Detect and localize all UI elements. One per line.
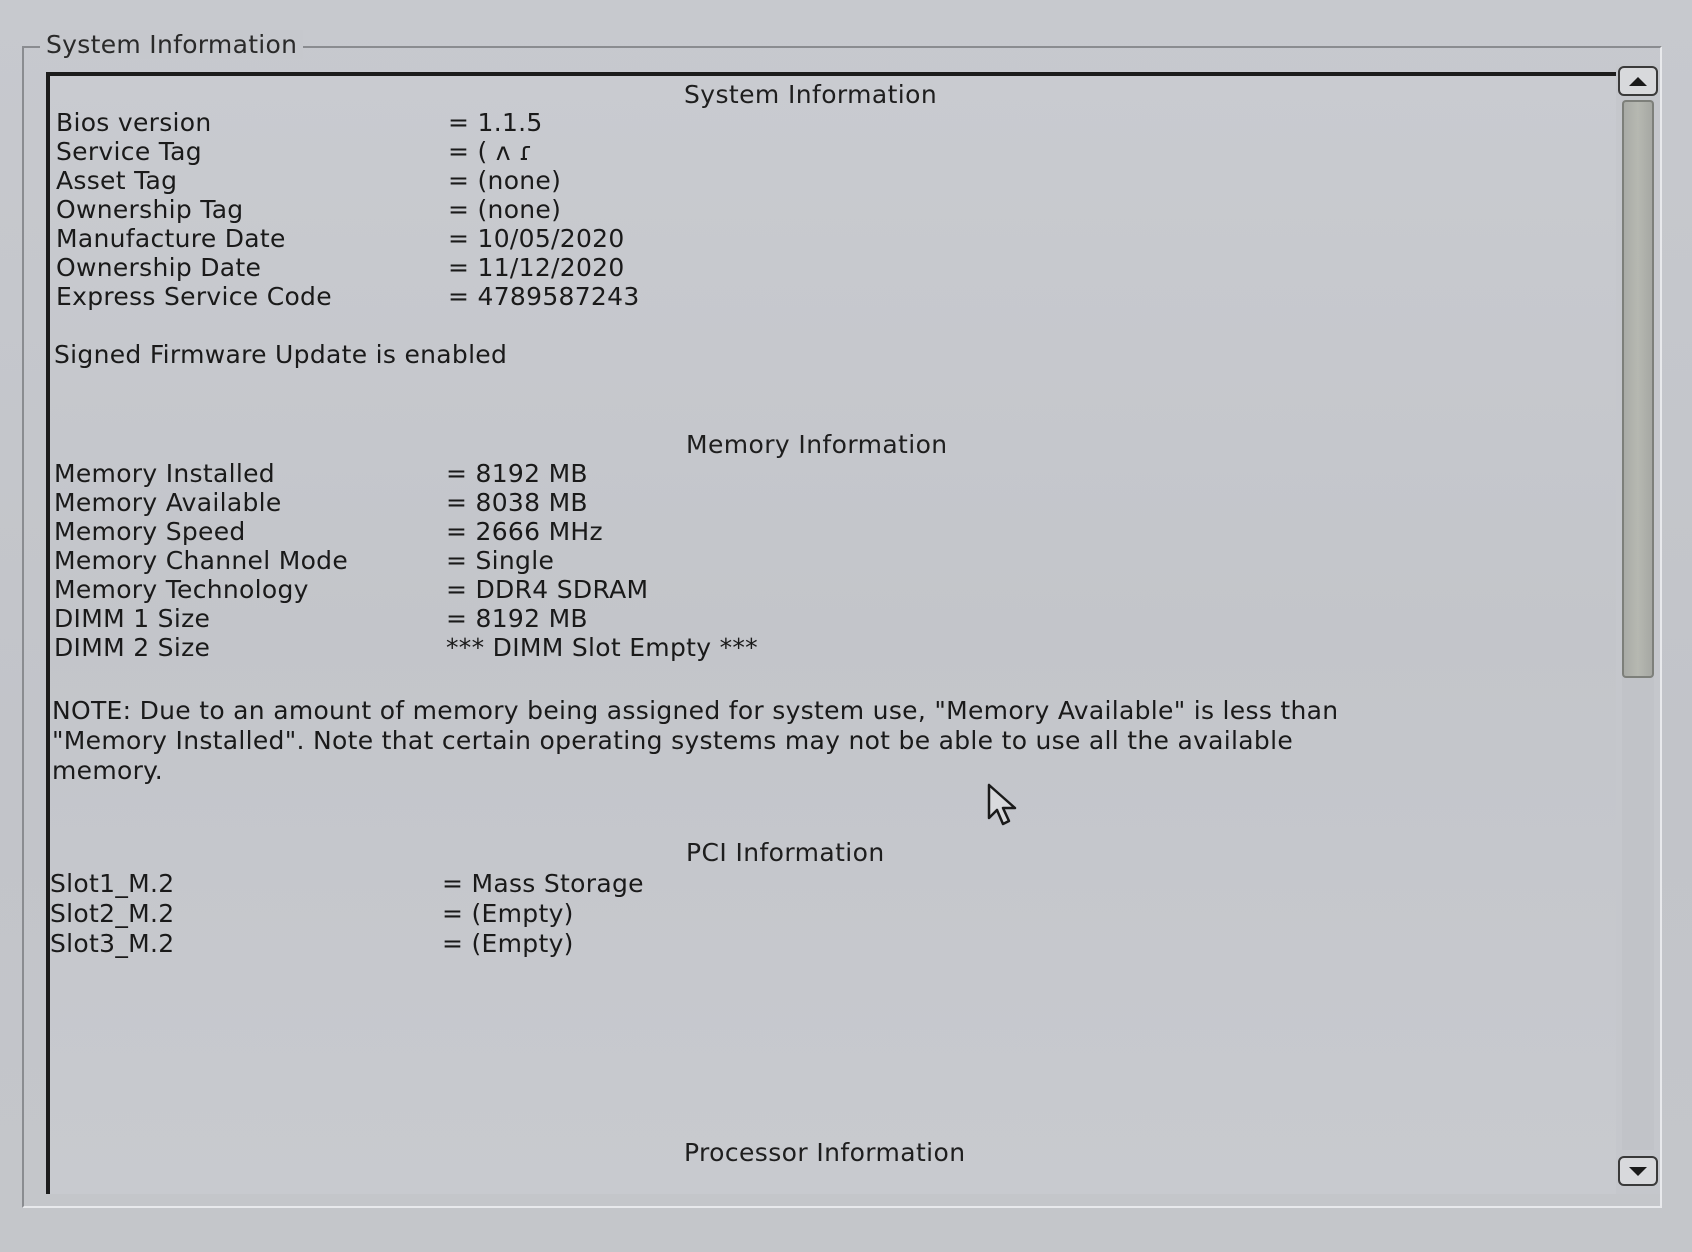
firmware-status-text: Signed Firmware Update is enabled xyxy=(54,340,508,369)
info-panel xyxy=(46,72,1616,1194)
info-label: Ownership Date xyxy=(56,253,262,282)
info-label: Memory Speed xyxy=(54,517,246,546)
info-label: Memory Technology xyxy=(54,575,309,604)
arrow-down-icon xyxy=(1629,1167,1647,1176)
system-information-heading: System Information xyxy=(684,80,938,109)
info-label: DIMM 1 Size xyxy=(54,604,211,633)
info-label: Ownership Tag xyxy=(56,195,244,224)
info-value: = 11/12/2020 xyxy=(448,253,625,282)
info-value: = 8192 MB xyxy=(446,604,588,633)
info-label: Asset Tag xyxy=(56,166,178,195)
info-label: Bios version xyxy=(56,108,212,137)
info-value: = (Empty) xyxy=(442,899,574,928)
info-value: *** DIMM Slot Empty *** xyxy=(446,633,758,662)
arrow-up-icon xyxy=(1629,77,1647,86)
info-value: = Single xyxy=(446,546,555,575)
mouse-cursor-icon xyxy=(986,782,1026,828)
scroll-up-button[interactable] xyxy=(1618,66,1658,96)
info-label: Memory Available xyxy=(54,488,282,517)
info-value: = (none) xyxy=(448,166,562,195)
info-value: = 8192 MB xyxy=(446,459,588,488)
pci-information-heading: PCI Information xyxy=(686,838,885,867)
scroll-down-button[interactable] xyxy=(1618,1156,1658,1186)
info-value: = 2666 MHz xyxy=(446,517,603,546)
info-label: Service Tag xyxy=(56,137,202,166)
scroll-thumb[interactable] xyxy=(1622,100,1654,678)
info-label: Memory Channel Mode xyxy=(54,546,349,575)
info-value: = Mass Storage xyxy=(442,869,644,898)
scroll-track[interactable] xyxy=(1622,100,1654,1150)
memory-information-heading: Memory Information xyxy=(686,430,948,459)
info-label: DIMM 2 Size xyxy=(54,633,211,662)
memory-note: NOTE: Due to an amount of memory being assigned for system use, "Memory Available" is less than "Memory Installed". Note that certain operating systems may not be able to use all the available memory. xyxy=(52,696,1339,785)
groupbox-title: System Information xyxy=(40,30,303,59)
info-value: = 4789587243 xyxy=(448,282,640,311)
info-label: Express Service Code xyxy=(56,282,332,311)
info-label: Slot2_M.2 xyxy=(50,899,175,928)
info-value: = (none) xyxy=(448,195,562,224)
info-value: = DDR4 SDRAM xyxy=(446,575,649,604)
info-value: = (Empty) xyxy=(442,929,574,958)
info-label: Slot3_M.2 xyxy=(50,929,175,958)
info-value: = 10/05/2020 xyxy=(448,224,625,253)
info-value: = 8038 MB xyxy=(446,488,588,517)
processor-information-heading: Processor Information xyxy=(684,1138,966,1167)
info-label: Slot1_M.2 xyxy=(50,869,175,898)
info-value: = 1.1.5 xyxy=(448,108,543,137)
info-label: Memory Installed xyxy=(54,459,275,488)
info-value: = ( ʌ ɾ xyxy=(448,137,533,166)
info-label: Manufacture Date xyxy=(56,224,286,253)
vertical-scrollbar[interactable] xyxy=(1616,64,1660,1194)
